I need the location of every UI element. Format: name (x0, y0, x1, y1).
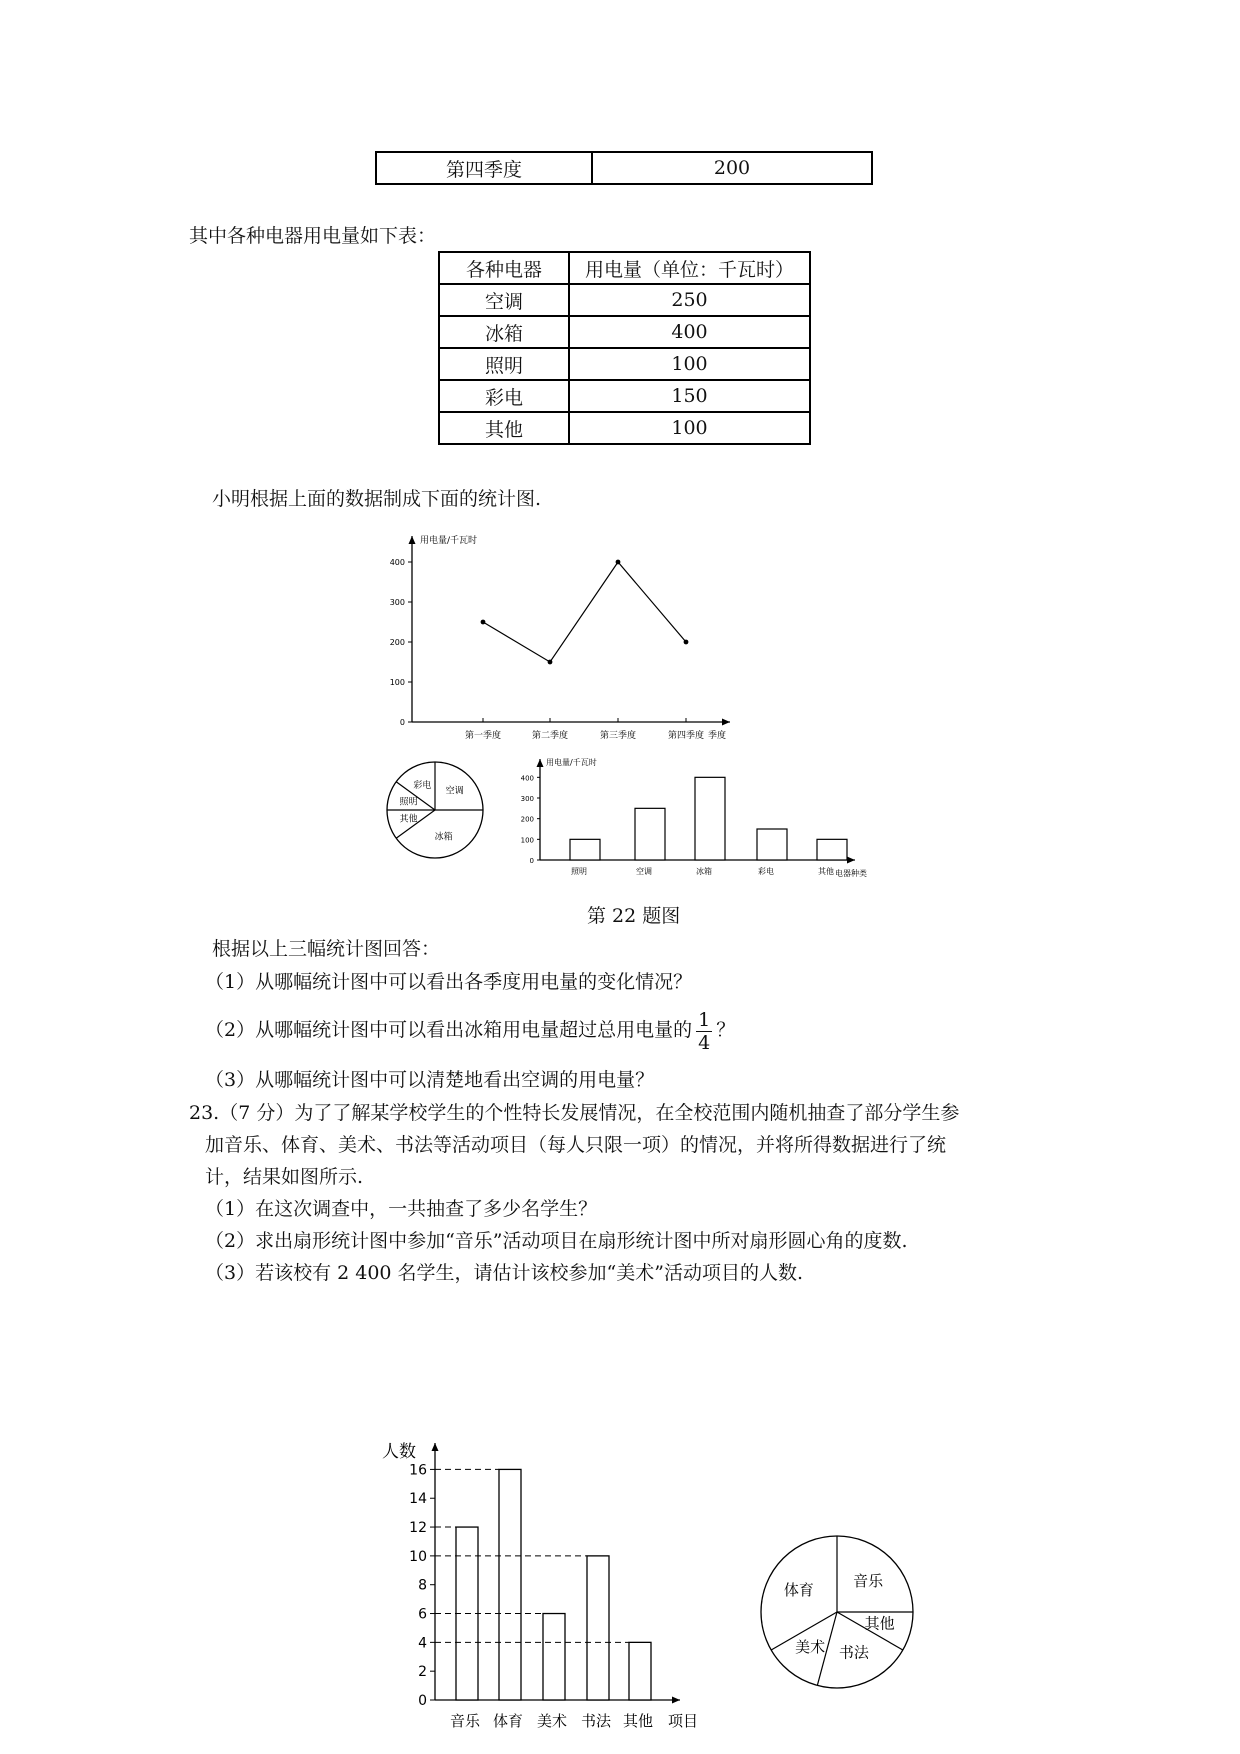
intro-text: 其中各种电器用电量如下表： (189, 225, 437, 247)
table-cell: 空调 (439, 284, 569, 316)
bar (587, 1556, 609, 1700)
table-cell: 照明 (439, 348, 569, 380)
table-header-cell: 各种电器 (439, 252, 569, 284)
y-axis-head (409, 536, 416, 544)
x-tick-label: 第一季度 (464, 731, 502, 741)
x-tick-label: 美术 (536, 1712, 568, 1730)
y-axis-label: 用电量/千瓦时 (420, 536, 478, 546)
table-header-row (439, 252, 810, 284)
y-tick-label: 0 (399, 718, 405, 727)
x-tick-label: 冰箱 (696, 867, 712, 876)
table-row (439, 412, 810, 444)
x-tick-label: 其他 (818, 867, 834, 876)
table-cell: 彩电 (439, 380, 569, 412)
q22-part3: （3）从哪幅统计图中可以清楚地看出空调的用电量？ (205, 1069, 655, 1091)
activity-pie-label: 美术 (795, 1637, 826, 1656)
q23-part1: （1）在这次调查中，一共抽查了多少名学生？ (205, 1198, 598, 1220)
y-tick-label: 300 (390, 598, 405, 607)
bar (695, 777, 725, 860)
bar (817, 839, 847, 860)
appliance-pie-label: 冰箱 (434, 832, 453, 843)
quarter-table (375, 151, 873, 185)
x-tick-label: 照明 (571, 867, 587, 876)
q22-part2 (205, 1003, 735, 1057)
appliance-table (438, 251, 811, 445)
x-tick-label: 彩电 (758, 867, 774, 876)
q23-part2: （2）求出扇形统计图中参加“音乐”活动项目在扇形统计图中所对扇形圆心角的度数. (205, 1230, 908, 1252)
table-cell: 100 (569, 412, 810, 444)
series-line (483, 562, 686, 662)
y-tick-label: 4 (418, 1635, 427, 1652)
appliance-pie-label: 照明 (399, 797, 418, 808)
activity-pie-label: 书法 (838, 1643, 869, 1662)
bar (570, 839, 600, 860)
fraction-denominator: 4 (698, 1031, 711, 1054)
table-row (439, 284, 810, 316)
q23-line1: 23.（7 分）为了了解某学校学生的个性特长发展情况，在全校范围内随机抽查了部分学生参 (189, 1102, 960, 1124)
x-axis-label: 项目 (668, 1712, 699, 1730)
line-chart (390, 530, 750, 750)
y-tick-label: 400 (390, 558, 405, 567)
y-axis-label: 人数 (382, 1442, 416, 1462)
data-point (616, 560, 621, 565)
q23-line2: 加音乐、体育、美术、书法等活动项目（每人只限一项）的情况，并将所得数据进行了统 (205, 1134, 947, 1156)
x-axis-head (672, 1697, 680, 1704)
table-cell: 250 (569, 284, 810, 316)
y-axis-label: 用电量/千瓦时 (546, 758, 597, 767)
intro-text-2: 小明根据上面的数据制成下面的统计图. (212, 488, 542, 510)
y-tick-label: 16 (409, 1462, 427, 1479)
x-tick-label: 书法 (580, 1712, 612, 1730)
q22-lead: 根据以上三幅统计图回答： (212, 938, 441, 960)
x-tick-label: 其他 (622, 1712, 654, 1730)
bar-chart-appliances (510, 755, 890, 880)
table-cell: 冰箱 (439, 316, 569, 348)
bar (757, 829, 787, 860)
activity-pie-label: 音乐 (853, 1571, 884, 1590)
y-axis-head (537, 759, 544, 767)
fraction-numerator: 1 (698, 1008, 711, 1031)
table-row (439, 380, 810, 412)
table-cell: 第四季度 (376, 152, 592, 184)
data-point (548, 660, 553, 665)
y-tick-label: 10 (409, 1548, 427, 1565)
q23-part3: （3）若该校有 2 400 名学生，请估计该校参加“美术”活动项目的人数. (205, 1262, 804, 1284)
x-tick-label: 音乐 (449, 1712, 481, 1730)
table-row (439, 316, 810, 348)
x-tick-label: 第三季度 (599, 731, 637, 741)
appliance-pie-label: 彩电 (413, 781, 432, 792)
bar (499, 1469, 521, 1700)
table-cell: 400 (569, 316, 810, 348)
data-point (684, 640, 689, 645)
y-tick-label: 100 (390, 678, 405, 687)
table-row (376, 152, 872, 184)
y-tick-label: 0 (529, 857, 534, 865)
q23-line3: 计，结果如图所示. (205, 1166, 364, 1188)
y-tick-label: 8 (418, 1577, 427, 1594)
pie-chart-appliances (380, 755, 490, 865)
y-tick-label: 12 (409, 1520, 427, 1537)
table-cell: 200 (592, 152, 872, 184)
q22-part2-text: （2）从哪幅统计图中可以看出冰箱用电量超过总用电量的 (205, 1019, 693, 1041)
y-tick-label: 0 (418, 1693, 427, 1709)
y-tick-label: 300 (520, 795, 534, 803)
appliance-pie-label: 空调 (445, 786, 464, 797)
bar-chart-activities (370, 1435, 720, 1735)
x-tick-label: 体育 (492, 1712, 524, 1730)
table-cell: 100 (569, 348, 810, 380)
x-axis-head (722, 719, 730, 726)
data-point (481, 620, 486, 625)
y-tick-label: 200 (520, 815, 534, 824)
x-tick-label: 第四季度 (667, 731, 705, 741)
x-axis-head (847, 857, 855, 864)
y-tick-label: 200 (390, 638, 405, 647)
y-tick-label: 2 (418, 1664, 427, 1681)
fraction (696, 1009, 712, 1054)
bar (635, 808, 665, 860)
bar (543, 1614, 565, 1700)
table-header-cell: 用电量（单位：千瓦时） (569, 252, 810, 284)
x-tick-label: 空调 (636, 867, 652, 876)
table-cell: 其他 (439, 412, 569, 444)
y-tick-label: 400 (520, 774, 534, 783)
bar (629, 1642, 651, 1700)
q22-part2-end: ？ (716, 1019, 736, 1041)
y-tick-label: 14 (409, 1491, 427, 1508)
activity-pie-label: 体育 (783, 1580, 814, 1599)
pie-chart-activities (755, 1530, 920, 1695)
table-row (439, 348, 810, 380)
q22-part1: （1）从哪幅统计图中可以看出各季度用电量的变化情况？ (205, 971, 693, 993)
activity-pie-label: 其他 (864, 1614, 895, 1633)
x-axis-label: 电器种类 (835, 869, 867, 878)
appliance-pie-label: 其他 (399, 814, 418, 825)
y-tick-label: 6 (418, 1606, 427, 1623)
figure-caption: 第 22 题图 (587, 905, 681, 927)
y-axis-head (432, 1443, 439, 1451)
x-axis-label: 季度 (708, 731, 727, 741)
x-tick-label: 第二季度 (531, 731, 569, 741)
y-tick-label: 100 (520, 836, 534, 845)
table-cell: 150 (569, 380, 810, 412)
